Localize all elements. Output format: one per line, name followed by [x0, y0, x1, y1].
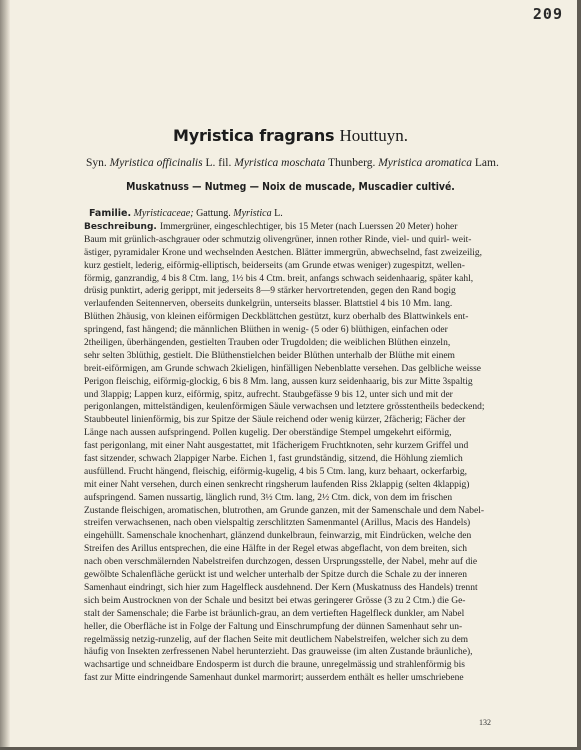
body-text-line — [84, 376, 484, 389]
body-text-line — [84, 401, 484, 414]
synonym-author: L. fil. — [205, 157, 232, 169]
body-text: springend, fast hängend; die männlichen Blüthen in wenig- (5 oder 6) blüthigen, einfachen oder — [84, 325, 448, 336]
title-author: Houttuyn. — [339, 126, 408, 145]
family-name: Myristicaceae; — [133, 208, 194, 219]
synonym-author: Lam. — [474, 157, 499, 169]
body-text-line — [84, 608, 484, 621]
page-edge-right — [577, 0, 581, 750]
body-text: Baum mit grünlich-aschgrauer oder schmutzig olivengrüner, innen rother Rinde, viel- und quirl- weit- — [84, 234, 472, 245]
family-label: Familie. — [89, 208, 132, 219]
body-text-line — [84, 453, 484, 466]
body-text-line — [84, 479, 484, 492]
page-number: 209 — [532, 5, 563, 23]
synonyms-line — [86, 157, 499, 169]
body-text: Staubbeutel linienförmig, bis zur Spitze der Säule reichend oder wenig kürzer, 2fächerig; Fächer der — [84, 415, 466, 426]
body-text: stalt der Samenschale; die Farbe ist bräunlich-grau, an dem vertieften Hagelfleck dunkler, am Nabel — [84, 608, 465, 619]
body-text-line — [84, 672, 484, 685]
body-text-line — [84, 517, 484, 530]
family-line — [89, 208, 283, 219]
body-text: und 3lappig; Lappen kurz, eiförmig, spitz, aufrecht. Staubgefässe 9 bis 12, unter sich und mit der — [84, 389, 453, 400]
footer-signature: 132 — [479, 718, 491, 727]
body-text-line — [84, 337, 484, 350]
body-text-line — [84, 414, 484, 427]
body-text-line — [84, 595, 484, 608]
synonym-name: Myristica aromatica — [378, 157, 472, 169]
binding-shadow — [0, 0, 10, 750]
body-text: kurz gestielt, lederig, eiförmig-elliptisch, beiderseits (am Grunde etwas weniger) zugespitzt, wellen- — [84, 260, 465, 271]
body-text: Zustande fleischigen, aromatischen, blutrothen, am Grunde ganzen, mit der Samenschale und dem Nabel- — [84, 505, 485, 516]
body-text: drüsig punktirt, aderig gerippt, mit jederseits 8—9 stärker hervortretenden, gegen den Rand bogig — [84, 286, 456, 297]
synonym-author: Thunberg. — [327, 157, 376, 169]
body-text: 2theiligen, überhängenden, gestielten Trauben oder Trugdolden; die weiblichen Blüthen einzeln, — [84, 338, 451, 349]
body-text: Blüthen 2häusig, von kleinen eiförmigen Deckblättchen gestützt, kurz oberhalb des Blattwinkels ent- — [84, 312, 469, 323]
body-text-line — [84, 659, 484, 672]
body-text: gewölbte Schalenfläche gerückt ist und welcher unterhalb der Spitze durch die Schale zu der inneren — [84, 570, 468, 581]
body-text: häufig von Insekten zerfressenen Nabel herunterzieht. Das grauweisse (im alten Zustande bräunliche), — [84, 647, 473, 658]
page-title — [0, 126, 581, 146]
description-label: Beschreibung. — [84, 222, 160, 232]
body-text-line — [84, 273, 484, 286]
genus-author: L. — [274, 208, 283, 219]
body-text: Perigon fleischig, eiförmig-glockig, 6 bis 8 Mm. lang, aussen kurz seidenhaarig, bis zur Mitte 3spaltig — [84, 376, 473, 387]
body-text: ausfüllend. Frucht hängend, fleischig, eiförmig-kugelig, 4 bis 5 Ctm. lang, kurz behaart, ockerfarbig, — [84, 466, 468, 477]
body-text-line — [84, 234, 484, 247]
body-text-line — [84, 298, 484, 311]
syn-prefix: Syn. — [86, 157, 107, 169]
body-text: fast zur Mitte eindringende Samenhaut dunkel marmorirt; ausserdem enthält es heller umschriebene — [84, 673, 464, 684]
body-text-line — [84, 582, 484, 595]
body-text: sehr selten 3blüthig, gestielt. Die Blüthenstielchen beider Blüthen unterhalb der Blüthe mit einem — [84, 350, 455, 361]
body-text: fast sitzender, schwach 2lappiger Narbe. Eichen 1, fast grundständig, sitzend, die Höhlung ziemlich — [84, 454, 463, 465]
synonym-name: Myristica moschata — [234, 157, 326, 169]
body-text-line — [84, 505, 484, 518]
body-text-line — [84, 634, 484, 647]
body-text: streifen verwachsenen, nach oben vielspaltig zerschlitzten Samenmantel (Arillus, Macis des Handels) — [84, 518, 471, 529]
body-text: verlaufenden Seitennerven, oberseits dunkelgrün, unterseits blasser. Blattstiel 4 bis 10 Mm. lang. — [84, 299, 453, 310]
body-text-line — [84, 543, 484, 556]
body-text-line — [84, 621, 484, 634]
body-text: ästiger, pyramidaler Krone und wechselnden Aestchen. Blätter immergrün, abwechselnd, fast zweizeilig, — [84, 247, 483, 258]
body-text: Immergrüner, eingeschlechtiger, bis 15 Meter (nach Luerssen 20 Meter) hoher — [159, 222, 458, 232]
body-text: eingehüllt. Samenschale knochenhart, glänzend dunkelbraun, feinwarzig, mit Eindrücken, welche den — [84, 531, 472, 542]
body-text: nach oben verschmälernden Nabelstreifen durchzogen, dessen Ursprungsstelle, der Nabel, mehr auf die — [84, 557, 478, 568]
body-text: fast perigonlang, mit einer Naht ausgestattet, mit 1fächerigem Fruchtknoten, sehr kurzem Griffel und — [84, 441, 469, 452]
body-text-line — [84, 466, 484, 479]
body-text-line — [84, 646, 484, 659]
synonym-name: Myristica officinalis — [109, 157, 203, 169]
body-text: förmig, ganzrandig, 4 bis 8 Ctm. lang, 1½ bis 4 Ctm. breit, anfangs schwach seidenhaarig, später kahl, — [84, 273, 474, 284]
body-text: Samenhaut eindringt, sich hier zum Hagelfleck ausdehnend. Der Kern (Muskatnuss des Handels) trennt — [84, 582, 478, 593]
body-text-line — [84, 324, 484, 337]
body-text: breit-eiförmigen, am Grunde schwach 2kieligen, hinfälligen Nebenblatte versehen. Das gelbliche weisse — [84, 363, 482, 374]
body-text-line — [84, 311, 484, 324]
body-text-line — [84, 350, 484, 363]
body-text-line — [84, 260, 484, 273]
body-text-line — [84, 569, 484, 582]
genus-label: Gattung. — [196, 208, 231, 219]
body-text: Länge nach aussen aufspringend. Pollen kugelig. Der oberständige Stempel umgekehrt eiförmig, — [84, 428, 452, 439]
body-text: Streifen des Arillus entsprechen, die eine Hälfte in der Regel etwas abgeflacht, von dem breiten, sich — [84, 544, 468, 555]
body-text: aufspringend. Samen nussartig, länglich rund, 3½ Ctm. lang, 2½ Ctm. dick, von dem im frischen — [84, 492, 453, 503]
body-text-line — [84, 492, 484, 505]
body-text: perigonlangen, mittelständigen, keulenförmigen Säule verwachsen und letztere grösstentheils bedeckend; — [84, 402, 485, 413]
body-text-line — [84, 556, 484, 569]
body-text: mit einer Naht versehen, durch einen senkrecht ringsherum laufenden Riss 2klappig (selten 4klappig) — [84, 479, 470, 490]
body-text-line — [84, 440, 484, 453]
body-text-line — [84, 285, 484, 298]
body-text-line — [84, 363, 484, 376]
body-text: heller, die Oberfläche ist in Folge der Faltung und Einschrumpfung der dünnen Samenhaut sehr un- — [84, 621, 463, 632]
common-names: Muskatnuss — Nutmeg — Noix de muscade, Muscadier cultivé. — [126, 181, 455, 193]
body-text-line — [84, 427, 484, 440]
body-text-line — [84, 247, 484, 260]
body-text-line — [84, 221, 484, 234]
title-species: Myristica fragrans — [173, 126, 335, 145]
body-text: regelmässig netzig-runzelig, auf der flachen Seite mit deutlichem Nabelstreifen, welcher sich zu dem — [84, 634, 469, 645]
body-text-line — [84, 389, 484, 402]
body-text-line — [84, 530, 484, 543]
body-text: sich beim Austrocknen von der Schale und besitzt bei etwas geringerer Grösse (3 zu 2 Ctm.) die Ge- — [84, 595, 466, 606]
description-body — [84, 221, 484, 685]
genus-name: Myristica — [233, 208, 272, 219]
body-text: wachsartige und schneidbare Endosperm ist durch die braune, unregelmässig und strahlenförmig bis — [84, 660, 465, 671]
